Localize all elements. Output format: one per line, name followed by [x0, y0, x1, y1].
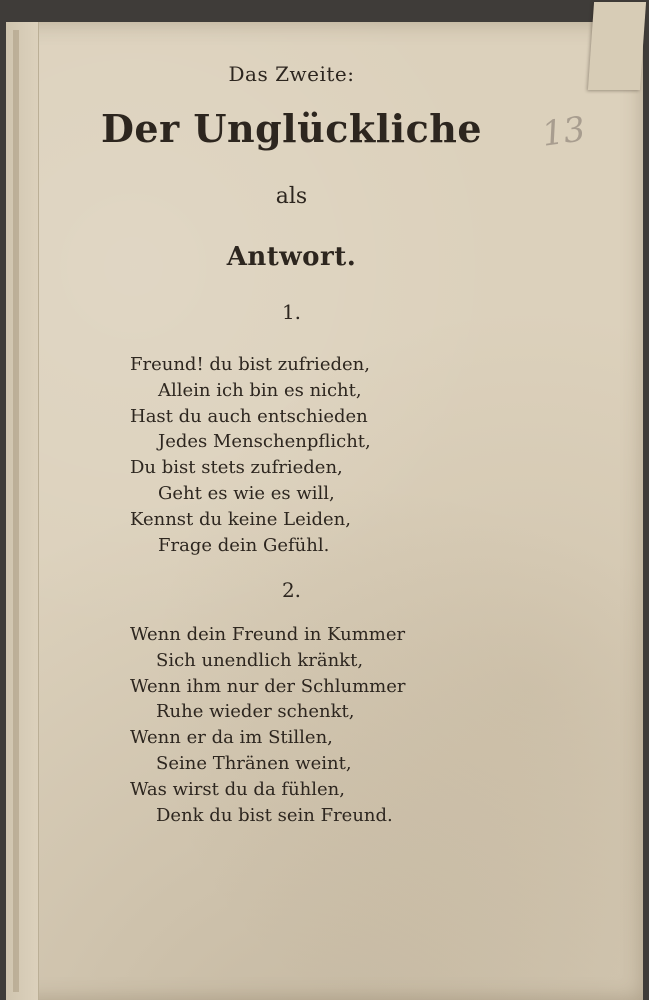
pre-title: Das Zweite:: [228, 62, 355, 86]
stanza-2-line-6: Seine Thränen weint,: [156, 752, 352, 774]
stanza-2-line-7: Was wirst du da fühlen,: [130, 778, 345, 800]
stanza-2: [130, 622, 470, 828]
poem-content: [6, 22, 643, 1000]
stanza-1-line-2: Allein ich bin es nicht,: [158, 379, 362, 401]
stanza-2-line-5: Wenn er da im Stillen,: [130, 727, 333, 749]
stanza-2-number: 2.: [281, 578, 302, 602]
stanza-1-line-4: Jedes Menschenpflicht,: [158, 431, 371, 453]
stanza-1-number: 1.: [281, 300, 302, 324]
stanza-1-line-5: Du bist stets zufrieden,: [130, 457, 343, 479]
stanza-1-line-8: Frage dein Gefühl.: [158, 534, 330, 556]
subtitle: Antwort.: [226, 242, 357, 272]
stanza-2-line-3: Wenn ihm nur der Schlummer: [130, 675, 406, 697]
stanza-2-line-2: Sich unendlich kränkt,: [156, 649, 364, 671]
stanza-2-line-1: Wenn dein Freund in Kummer: [130, 624, 406, 645]
stanza-2-line-8: Denk du bist sein Freund.: [156, 804, 393, 826]
stanza-1-line-7: Kennst du keine Leiden,: [130, 508, 351, 530]
stanza-1-line-3: Hast du auch entschieden: [130, 405, 368, 427]
folio-mark: 13: [539, 109, 588, 155]
stanza-1-line-6: Geht es wie es will,: [158, 482, 335, 504]
stanza-1: [130, 352, 470, 558]
title-connector: als: [275, 184, 308, 209]
stanza-2-line-4: Ruhe wieder schenkt,: [156, 701, 355, 723]
page-title: Der Unglückliche: [100, 106, 483, 151]
document-page: [6, 22, 643, 1000]
stanza-1-line-1: Freund! du bist zufrieden,: [130, 354, 370, 375]
